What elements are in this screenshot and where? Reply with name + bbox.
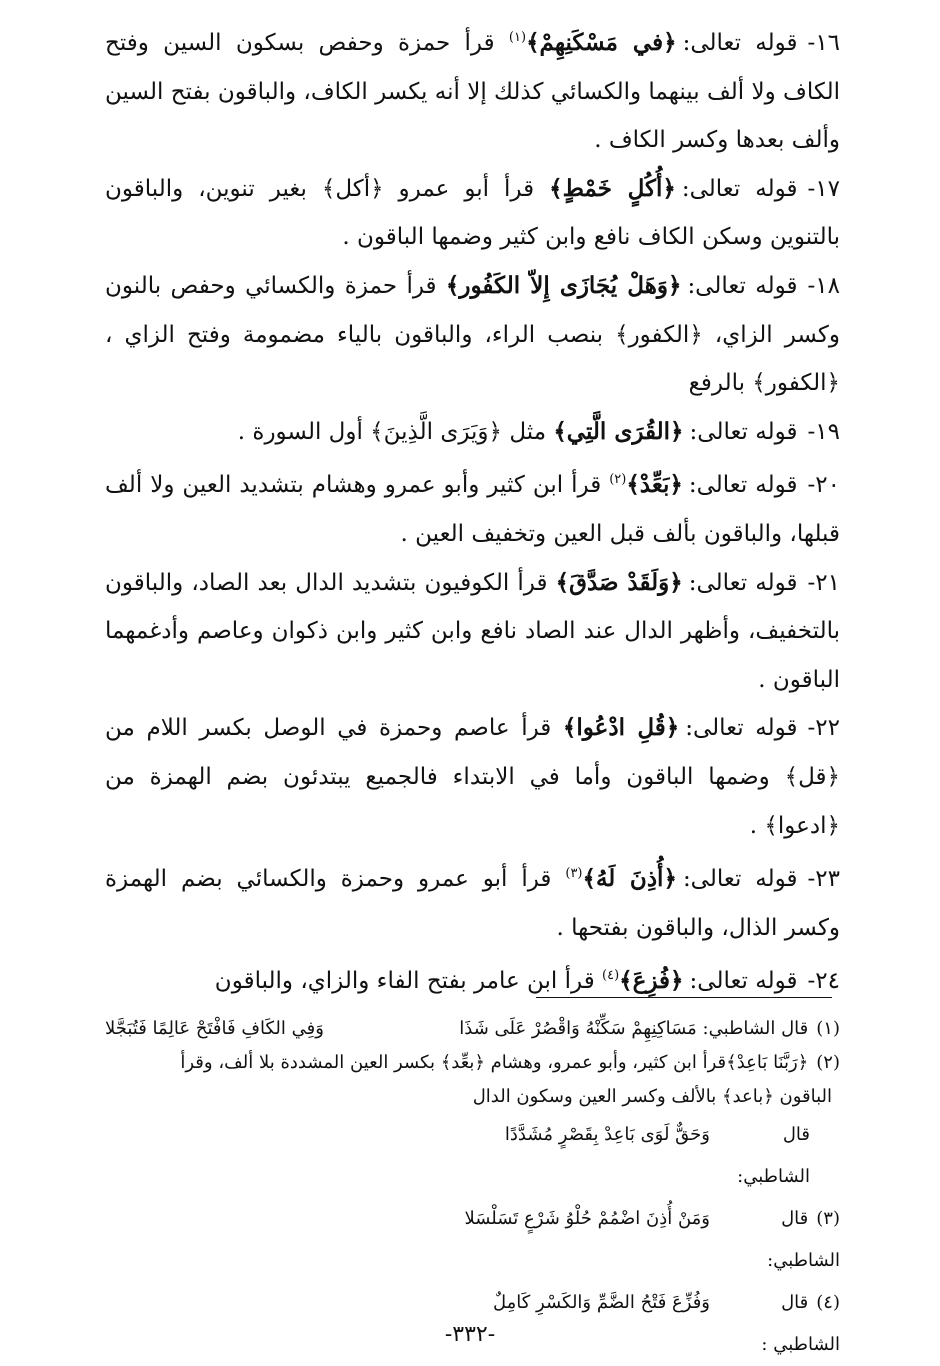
quran-quote: ﴿في مَسْكَنِهِمْ﴾ [526,29,677,56]
entry-lead: قوله تعالى: [681,175,798,202]
entry-lead: قوله تعالى: [687,272,798,299]
entry-number: ١٨- [807,272,840,299]
footnote-verse [105,1114,840,1198]
footnote-divider [536,997,832,998]
entry-19 [105,408,840,457]
footnote-label: قال الشاطبي : [761,1292,840,1355]
entry-lead: قوله تعالى: [685,715,798,742]
entry-number: ٢١- [807,569,841,596]
entry-lead: قوله تعالى: [682,30,798,56]
entry-number: ١٦- [807,30,841,56]
verse-text: وَحَقٌّ لَوَى بَاعِدْ بِقَصْرٍ مُشَدَّدًا [504,1124,710,1145]
entry-lead: قوله تعالى: [682,866,798,893]
entry-number: ٢٢- [807,715,840,742]
entry-number: ٢٤- [807,968,840,995]
entry-body: قرأ ابن كثير وأبو عمرو وهشام بتشديد العين ولا ألف قبلها، والباقون بألف قبل العين وتخفيف العين . [105,472,840,547]
entry-lead: قوله تعالى: [688,472,798,499]
entry-number: ٢٠- [807,472,840,499]
entry-number: ٢٣- [807,866,841,893]
footnote-label-group [710,1198,840,1282]
footnote-number: (٤) [816,1292,840,1313]
verse-text: وَفُزِّعَ فَتْحُ الضَّمِّ وَالكَسْرِ كَامِلٌ [492,1292,710,1313]
footnote-label: قال الشاطبي: [737,1124,810,1187]
entry-number: ١٩- [807,418,840,445]
footnote-text-line-2: الباقون ﴿باعد﴾ بالألف وكسر العين وسكون الدال [472,1086,832,1107]
footnote-label: قال الشاطبي: [767,1208,840,1271]
entry-lead: قوله تعالى: [689,418,798,445]
entry-20 [105,456,840,558]
entry-body: قرأ ابن عامر بفتح الفاء والزاي، والباقون [214,968,595,995]
quran-quote: ﴿وَلَقَدْ صَدَّقَ﴾ [555,568,683,596]
footnote-label: قال الشاطبي: [702,1018,809,1039]
footnote-number: (٣) [816,1208,840,1229]
entry-lead: قوله تعالى: [689,968,798,995]
footnote-1 [105,1012,840,1046]
entry-body: قرأ عاصم وحمزة في الوصل بكسر اللام من ﴿قل﴾ وضمها الباقون وأما في الابتداء فالجميع يبتدئون بضم الهمزة من ﴿ادعوا﴾ . [105,715,840,839]
footnote-number: (٢) [816,1052,840,1073]
commentary-entries [105,14,840,1006]
quran-quote: ﴿القُرَى الَّتِي﴾ [553,417,684,445]
footnote-ref[interactable]: (٤) [602,968,620,984]
quran-quote: ﴿فُزِعَ﴾ [619,967,684,995]
entry-23 [105,850,840,952]
quran-quote: ﴿قُلِ ادْعُوا﴾ [562,714,680,742]
entry-body: قرأ أبو عمرو وحمزة والكسائي بضم الهمزة وكسر الذال، والباقون بفتحها . [105,866,840,941]
verse-text: وَمَنْ أُذِنَ اضْمُمْ حُلْوُ شَرْعٍ تَسَلْسَلا [464,1208,710,1229]
entry-lead: قوله تعالى: [688,569,798,596]
quran-quote: ﴿أُذِنَ لَهُ﴾ [582,865,677,893]
verse-first-half: مَسَاكِنِهِمْ سَكِّنْهُ وَاقْصُرْ عَلَى شَذَا [459,1018,697,1039]
entry-body: مثل ﴿وَيَرَى الَّذِينَ﴾ أول السورة . [237,418,547,445]
entry-17 [105,165,840,262]
quran-quote: ﴿أُكُلٍ خَمْطٍ﴾ [549,174,676,202]
entry-21 [105,559,840,705]
footnote-2 [105,1046,840,1198]
entry-body: قرأ الكوفيون بتشديد الدال بعد الصاد، والباقون بالتخفيف، وأظهر الدال عند الصاد نافع وابن كثير وابن ذكوان وعاصم وأدغمهما الباقون . [105,569,840,693]
verse-second-half: وَفِي الكَافِ فَافْتَحْ عَالِمًا فَتُبَجَّلا [105,1018,324,1039]
footnote-ref[interactable]: (٢) [609,472,627,488]
footnote-3 [105,1198,840,1282]
footnote-number: (١) [816,1018,840,1039]
entry-number: ١٧- [807,175,840,202]
footnote-ref[interactable]: (٣) [565,866,583,882]
footnote-text-line-1: ﴿رَبَّنَا بَاعِدْ﴾قرأ ابن كثير، وأبو عمرو، وهشام ﴿بعِّد﴾ بكسر العين المشددة بلا ألف، وقرأ [180,1052,809,1073]
entry-18 [105,262,840,408]
entry-body: قرأ حمزة والكسائي وحفص بالنون وكسر الزاي، ﴿الكفور﴾ بنصب الراء، والباقون بالياء مضمومة وفتح الزاي ، ﴿الكفور﴾ بالرفع [105,272,840,397]
entry-22 [105,704,840,850]
entry-16 [105,14,840,165]
entry-body: قرأ حمزة وحفص بسكون السين وفتح الكاف ولا ألف بينهما والكسائي كذلك إلا أنه يكسر الكاف، والباقون بفتح السين وألف بعدها وكسر الكاف . [105,30,840,154]
page-number: -٣٣٢- [444,1322,496,1347]
quran-quote: ﴿بَعِّدْ﴾ [626,471,683,499]
footnote-ref[interactable]: (١) [508,30,527,45]
quran-quote: ﴿وَهَلْ يُجَازَى إِلاّ الكَفُور﴾ [445,271,682,299]
entry-body: قرأ أبو عمرو ﴿أكل﴾ بغير تنوين، والباقون بالتنوين وسكن الكاف نافع وابن كثير وضمها الباقون . [105,175,840,251]
footnotes [105,1012,840,1366]
